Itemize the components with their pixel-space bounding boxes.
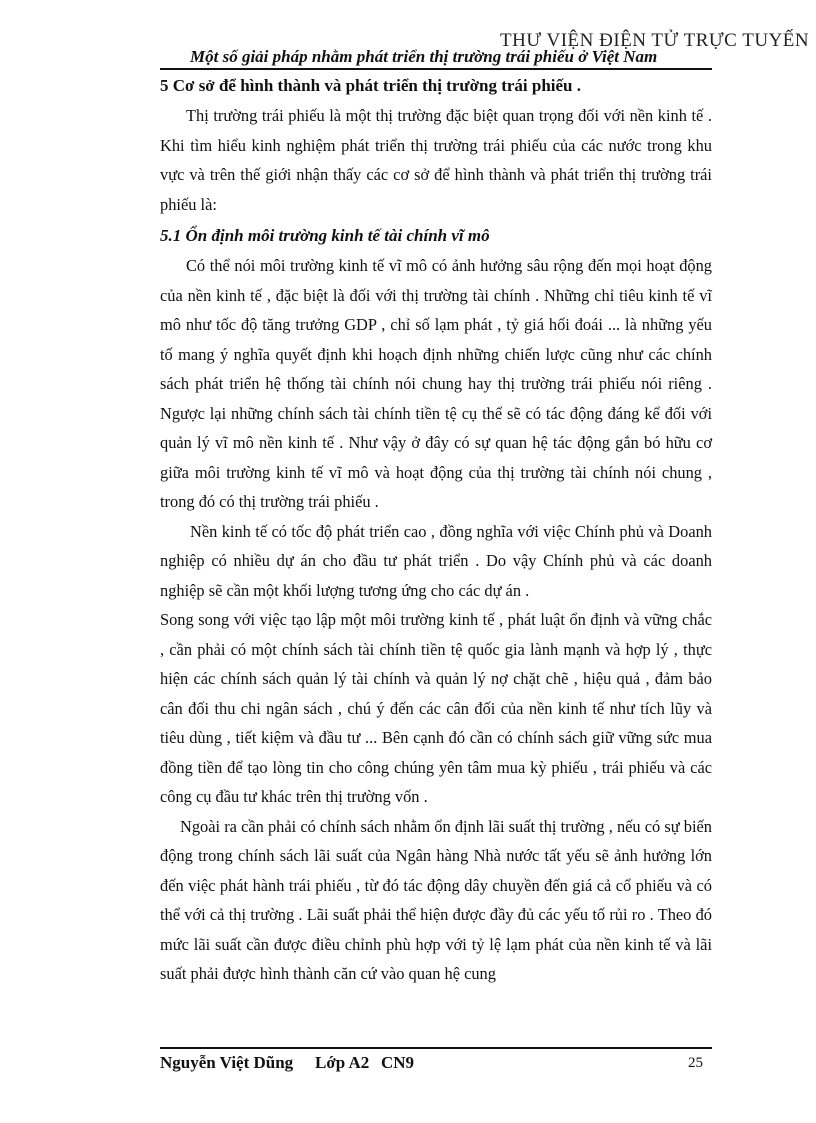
intro-paragraph: Thị trường trái phiếu là một thị trường đặc biệt quan trọng đối với nền kinh tế . Khi tìm hiểu kinh nghiệm phát triển thị trường trái phiếu của các nước trong khu vực và trên thế giới nhận thấy các cơ sở để hình thành và phát triển thị trường trái phiếu là: <box>160 106 712 214</box>
header-divider <box>160 68 712 70</box>
body-paragraph: Nền kinh tế có tốc độ phát triển cao , đồng nghĩa với việc Chính phủ và Doanh nghiệp có nhiều dự án cho đầu tư phát triển . Do vậy Chính phủ và các doanh nghiệp sẽ cần một khối lượng tương ứng cho các dự án . <box>160 521 712 600</box>
footer <box>160 1053 414 1073</box>
footer-code: CN9 <box>381 1053 415 1072</box>
footer-divider <box>160 1047 712 1049</box>
page-body <box>160 73 712 989</box>
footer-class: Lớp A2 <box>315 1053 370 1072</box>
watermark: THƯ VIỆN ĐIỆN TỬ TRỰC TUYẾN <box>500 30 810 51</box>
subsection-heading: 5.1 Ổn định môi trường kinh tế tài chính vĩ mô <box>160 226 490 245</box>
page-number: 25 <box>688 1055 703 1071</box>
body-paragraph: Có thể nói môi trường kinh tế vĩ mô có ảnh hưởng sâu rộng đến mọi hoạt động của nền kinh tế , đặc biệt là đối với thị trường tài chính . Những chỉ tiêu kinh tế vĩ mô như tốc độ tăng trưởng GDP , chỉ số lạm phát , tỷ giá hối đoái ... là những yếu tố mang ý nghĩa quyết định khi hoạch định những chiến lược cũng như các chính sách phát triển hệ thống tài chính nói chung hay thị trường trái phiếu nói riêng . Ngược lại những chính sách tài chính tiền tệ cụ thể sẽ có tác động đáng kể đối với quản lý vĩ mô nền kinh tế . Như vậy ở đây có sự quan hệ tác động gắn bó hữu cơ giữa môi trường kinh tế vĩ mô và hoạt động của thị trường tài chính nói chung , trong đó có thị trường trái phiếu . <box>160 256 712 511</box>
document-header-title: Một số giải pháp nhằm phát triển thị trường trái phiếu ở Việt Nam <box>190 47 658 66</box>
footer-author: Nguyễn Việt Dũng <box>160 1053 294 1072</box>
section-heading: 5 Cơ sở để hình thành và phát triển thị trường trái phiếu . <box>160 76 582 95</box>
body-paragraph: Song song với việc tạo lập một môi trường kinh tế , phát luật ổn định và vững chắc , cần phải có một chính sách tài chính tiền tệ quốc gia lành mạnh và hợp lý , thực hiện các chính sách quản lý tài chính và quản lý nợ chặt chẽ , hiệu quả , đảm bảo cân đối thu chi ngân sách , chú ý đến các cân đối của nền kinh tế như tích lũy và tiêu dùng , tiết kiệm và đầu tư ... Bên cạnh đó cần có chính sách giữ vững sức mua đồng tiền để tạo lòng tin cho công chúng yên tâm mua kỳ phiếu , trái phiếu và các công cụ đầu tư khác trên thị trường vốn . <box>160 610 712 806</box>
body-paragraph: Ngoài ra cần phải có chính sách nhằm ổn định lãi suất thị trường , nếu có sự biến động trong chính sách lãi suất của Ngân hàng Nhà nước tất yếu sẽ ảnh hưởng lớn đến việc phát hành trái phiếu , từ đó tác động dây chuyền đến giá cả cổ phiếu và có thể với cả thị trường . Lãi suất phải thể hiện được đầy đủ các yếu tố rủi ro . Theo đó mức lãi suất cần được điều chỉnh phù hợp với tỷ lệ lạm phát của nền kinh tế và lãi suất phải được hình thành căn cứ vào quan hệ cung <box>160 816 712 983</box>
